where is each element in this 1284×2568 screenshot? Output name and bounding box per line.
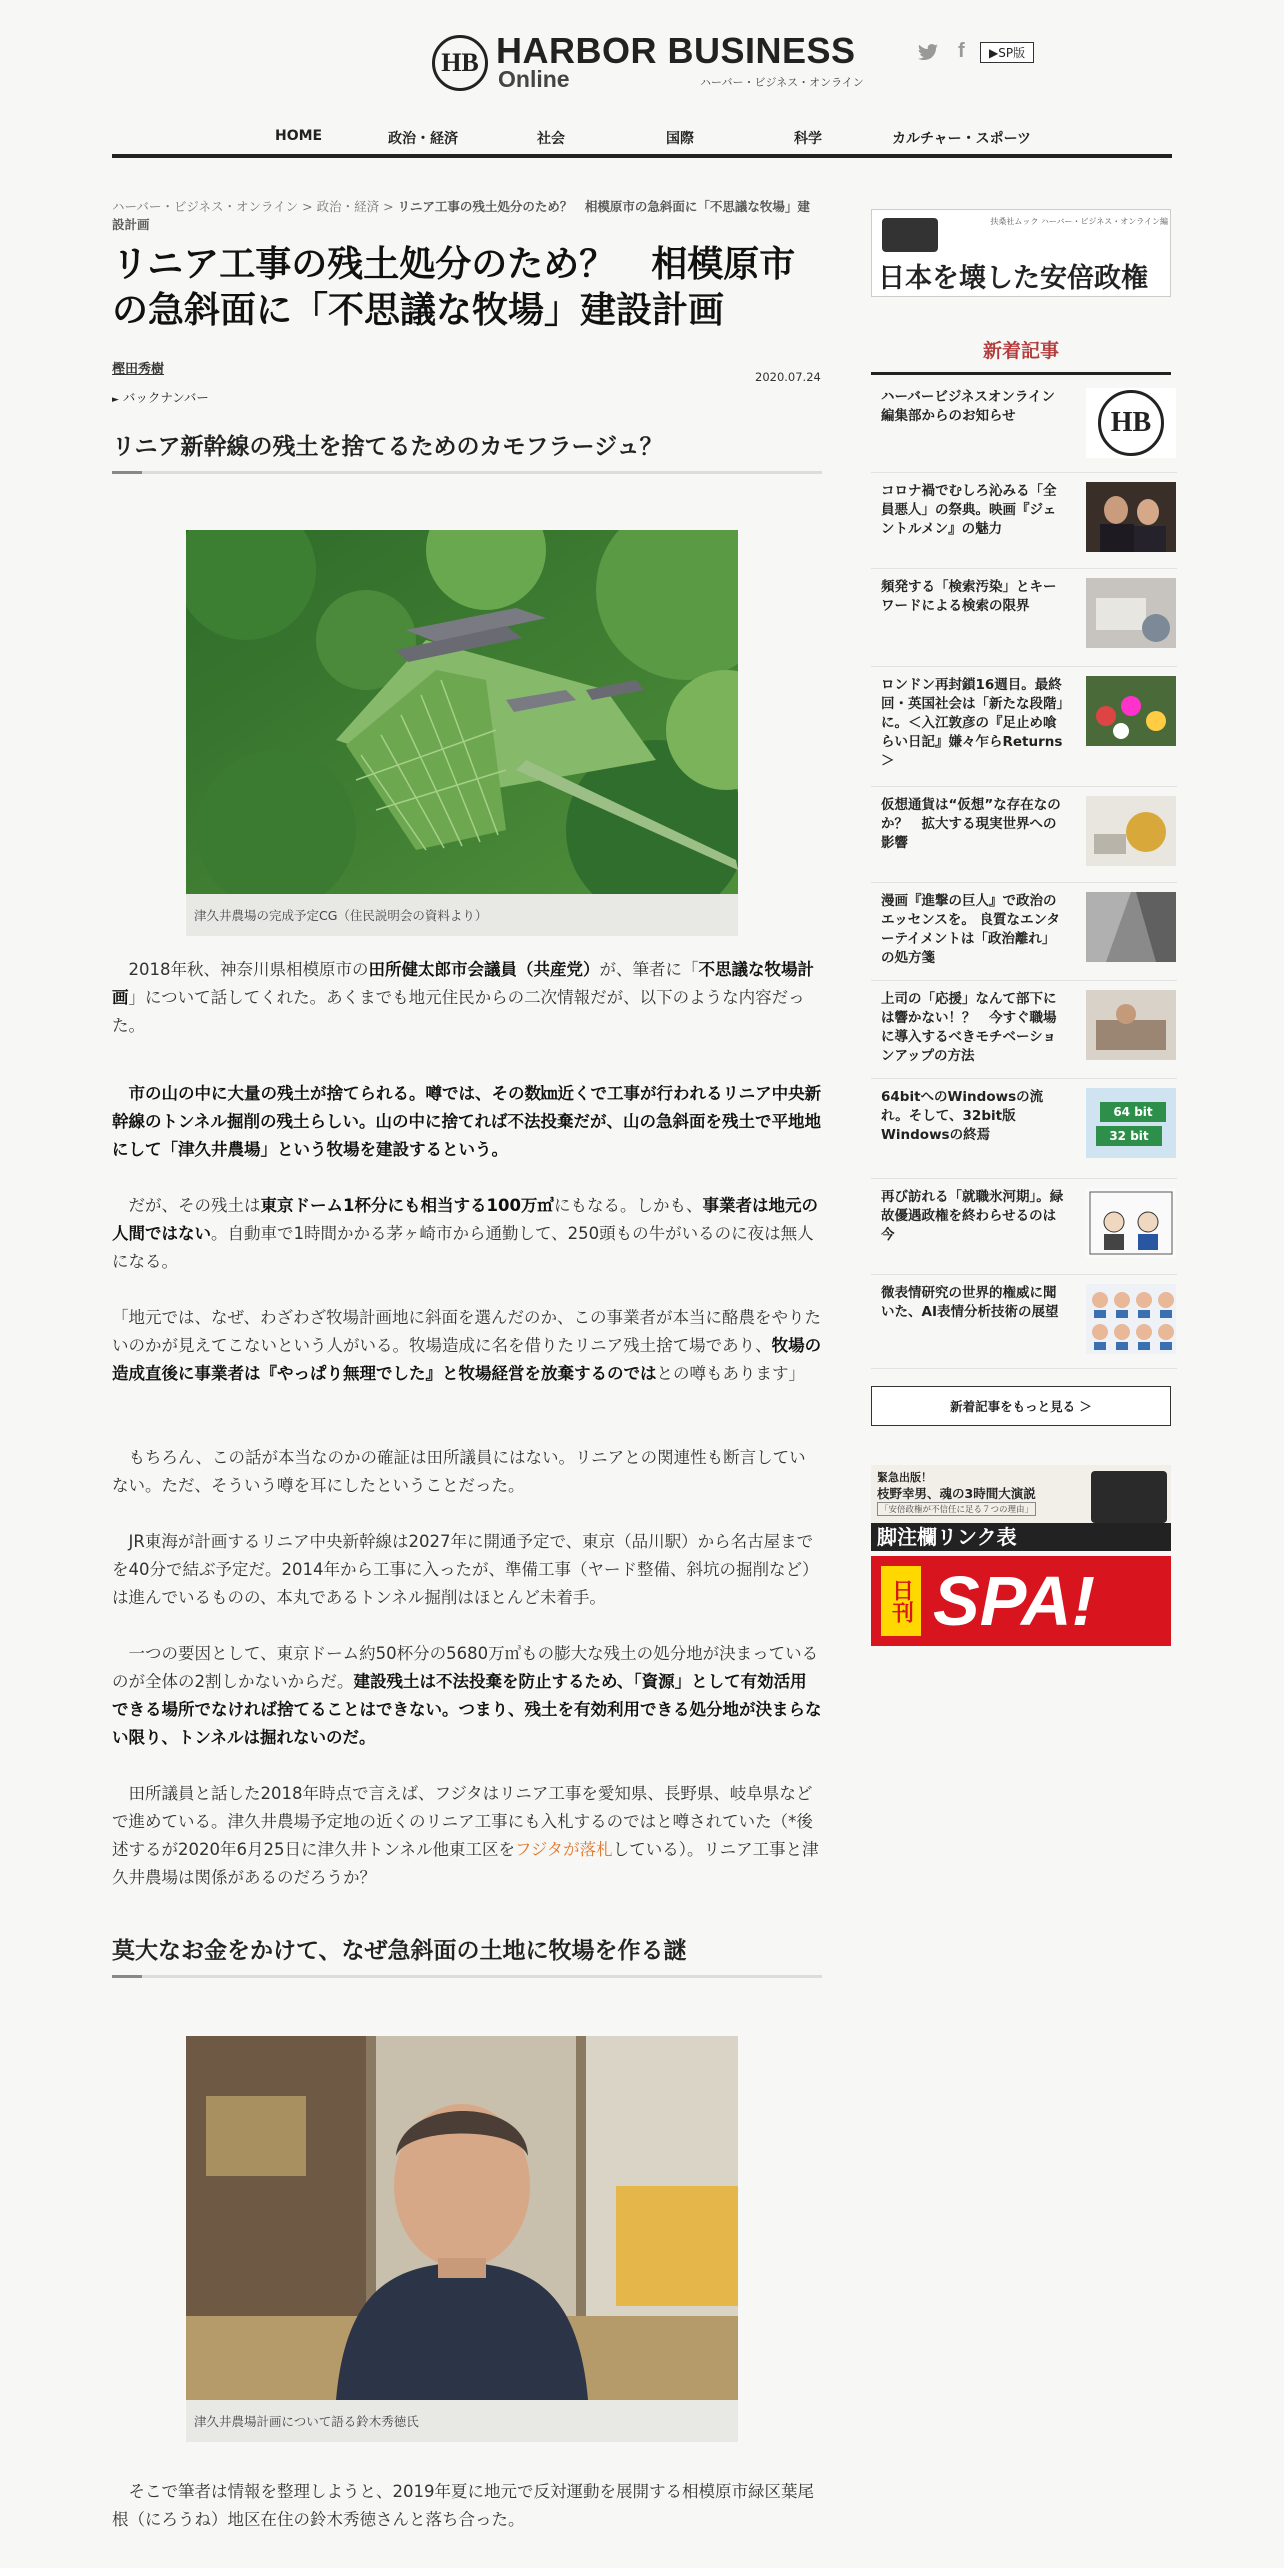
sp-version-button[interactable]: ▶SP版 bbox=[980, 42, 1034, 63]
p1-bold: 田所健太郎市会議員（共産党） bbox=[368, 960, 600, 979]
sidebar-article-0[interactable] bbox=[871, 378, 1177, 473]
author-link[interactable]: 樫田秀樹 bbox=[112, 362, 165, 377]
sidebar-article-title: ロンドン再封鎖16週目。最終回・英国社会は「新たな段階」に。＜入江敦彦の『足止め喰らい日記』嫌々乍らReturns＞ bbox=[881, 677, 1064, 769]
site-logo-subtitle: Online bbox=[498, 66, 570, 92]
paragraph-5: もちろん、この話が本当なのかの確証は田所議員にはない。リニアとの関連性も断言していない。ただ、そういう噂を耳にしたということだった。 bbox=[112, 1448, 806, 1495]
breadcrumb-current: リニア工事の残土処分のため？ 相模原市の急斜面に「不思議な牧場」建設計画 bbox=[112, 199, 810, 232]
publish-date: 2020.07.24 bbox=[755, 370, 821, 384]
breadcrumb bbox=[112, 198, 822, 234]
nav-international[interactable]: 国際 bbox=[666, 131, 694, 147]
p1-text: が、筆者に「 bbox=[599, 960, 699, 979]
ad-spa-logo: SPA! bbox=[933, 1562, 1096, 1640]
breadcrumb-home[interactable]: ハーバー・ビジネス・オンライン bbox=[112, 199, 299, 214]
p4-text: との噂もあります」 bbox=[656, 1364, 805, 1383]
faces-thumb-image bbox=[1086, 1284, 1176, 1354]
manga-thumb-image bbox=[1086, 892, 1176, 962]
person-silhouette-icon bbox=[882, 218, 938, 252]
movie-thumb-image bbox=[1086, 482, 1176, 552]
backnumber-link[interactable] bbox=[112, 388, 209, 406]
fujita-link[interactable]: フジタが落札 bbox=[515, 1840, 613, 1859]
bitcoin-thumb-image bbox=[1086, 796, 1176, 866]
section-heading-1: リニア新幹線の残土を捨てるためのカモフラージュ？ bbox=[112, 428, 822, 474]
sidebar-article-title: 64bitへのWindowsの流れ。そして、32bit版Windowsの終焉 bbox=[881, 1089, 1044, 1143]
triangle-right-icon: ► bbox=[112, 395, 119, 405]
paragraph-6: JR東海が計画するリニア中央新幹線は2027年に開通予定で、東京（品川駅）から名古屋までを40分で結ぶ予定だ。2014年から工事に入ったが、準備工事（ヤード整備、斜坑の掘削など）は進んでいるものの、本丸であるトンネル掘削はほとんど未着手。 bbox=[112, 1532, 819, 1607]
sidebar-article-title: ハーバービジネスオンライン編集部からのお知らせ bbox=[881, 389, 1056, 424]
sidebar-article-title: 仮想通貨は“仮想”な存在なのか？ 拡大する現実世界への影響 bbox=[881, 797, 1061, 851]
speaker-photo bbox=[1091, 1471, 1167, 1523]
p4-bold: 牧場の造成直後に事業者は『やっぱり無理でした』と牧場経営を放棄するのでは bbox=[112, 1336, 822, 1383]
more-articles-button[interactable]: 新着記事をもっと見る ＞ bbox=[871, 1386, 1171, 1426]
paragraph-3 bbox=[112, 1192, 822, 1276]
sign-32bit: 32 bit bbox=[1096, 1126, 1162, 1146]
facebook-icon[interactable]: f bbox=[958, 40, 965, 62]
sidebar-article-9[interactable] bbox=[871, 1274, 1177, 1369]
p3-text: にもなる。しかも、 bbox=[553, 1196, 703, 1215]
farm-cg-image bbox=[186, 530, 738, 894]
ad-big-text: 脚注欄リンク表 bbox=[877, 1525, 1017, 1549]
p7-bold: 建設残土は不法投棄を防止するため、「資源」として有効活用できる場所でなければ捨てることはできない。つまり、残土を有効利用できる処分地が決まらない限り、トンネルは掘れないのだ。 bbox=[112, 1672, 822, 1747]
p3-text: 。自動車で1時間かかる茅ヶ崎市から通勤して、250頭もの牛がいるのに夜は無人になる。 bbox=[112, 1224, 814, 1271]
portrait-photo bbox=[186, 2036, 738, 2400]
sidebar-article-3[interactable] bbox=[871, 666, 1177, 787]
figure-2-caption: 津久井農場計画について語る鈴木秀徳氏 bbox=[194, 2414, 419, 2429]
sidebar-article-4[interactable] bbox=[871, 786, 1177, 883]
main-nav bbox=[112, 124, 1172, 158]
figure-1 bbox=[186, 530, 738, 936]
cartoon-thumb-image bbox=[1086, 1188, 1176, 1258]
ad-title: 枝野幸男、魂の3時間大演説 bbox=[877, 1486, 1036, 1501]
section-heading-2: 莫大なお金をかけて、なぜ急斜面の土地に牧場を作る謎 bbox=[112, 1932, 822, 1978]
bit-signpost-image bbox=[1086, 1088, 1176, 1158]
nikkan-spa-ad[interactable] bbox=[871, 1556, 1171, 1646]
breadcrumb-category[interactable]: 政治・経済 bbox=[316, 199, 380, 214]
p4-text: 「地元では、なぜ、わざわざ牧場計画地に斜面を選んだのか、この事業者が本当に酪農をやりたいのかが見えてこないという人がいる。牧場造成に名を借りたリニア残土捨て場であり、 bbox=[112, 1308, 822, 1355]
paragraph-9: そこで筆者は情報を整理しようと、2019年夏に地元で反対運動を展開する相模原市緑区葉尾根（にろうね）地区在住の鈴木秀徳さんと落ち合った。 bbox=[112, 2482, 814, 2529]
nav-politics-economy[interactable]: 政治・経済 bbox=[388, 131, 458, 147]
site-logo-kana: ハーバー・ビジネス・オンライン bbox=[700, 76, 864, 89]
ad-spa-daily: 日刊 bbox=[881, 1566, 921, 1636]
search-thumb-image bbox=[1086, 578, 1176, 648]
banner-title: 日本を壊した安倍政権 bbox=[878, 263, 1148, 294]
p7-text: 一つの要因として、東京ドーム約50杯分の5680万㎥もの膨大な残土の処分地が決まっているのが全体の2割しかないからだ。 bbox=[112, 1644, 819, 1691]
nav-home[interactable]: HOME bbox=[275, 128, 323, 144]
sidebar-article-1[interactable] bbox=[871, 472, 1177, 569]
p8-text: している）。リニア工事と津久井農場は関係があるのだろうか？ bbox=[112, 1840, 819, 1887]
ad-urgent-label: 緊急出版！ bbox=[877, 1471, 932, 1484]
paragraph-7 bbox=[112, 1640, 822, 1752]
figure-1-caption: 津久井農場の完成予定CG（住民説明会の資料より） bbox=[194, 908, 488, 923]
site-logo-text[interactable]: HARBOR BUSINESS bbox=[496, 30, 856, 71]
sidebar-article-5[interactable] bbox=[871, 882, 1177, 981]
sidebar-article-title: 微表情研究の世界的権威に聞いた、AI表情分析技術の展望 bbox=[881, 1285, 1059, 1320]
paragraph-8 bbox=[112, 1780, 822, 1892]
edano-speech-ad[interactable] bbox=[871, 1465, 1171, 1551]
nav-culture-sports[interactable]: カルチャー・スポーツ bbox=[892, 131, 1032, 147]
new-articles-title: 新着記事 bbox=[982, 340, 1059, 362]
nav-science[interactable]: 科学 bbox=[794, 131, 822, 147]
breadcrumb-separator: > bbox=[302, 199, 313, 214]
new-articles-divider bbox=[871, 372, 1171, 375]
hbo-logo-icon: HB bbox=[1086, 388, 1176, 458]
sign-64bit: 64 bit bbox=[1100, 1102, 1166, 1122]
p3-text: だが、その残土は bbox=[128, 1196, 261, 1215]
p3-bold: 事業者は地元の人間ではない bbox=[112, 1196, 818, 1243]
sidebar-article-title: 上司の「応援」なんて部下には響かない！？ 今すぐ職場に導入するべきモチベーションアップの方法 bbox=[881, 991, 1057, 1064]
backnumber-label: バックナンバー bbox=[122, 390, 209, 405]
nav-society[interactable]: 社会 bbox=[537, 131, 565, 147]
paragraph-1 bbox=[112, 956, 822, 1040]
paragraph-4 bbox=[112, 1304, 822, 1388]
p8-text: 田所議員と話した2018年時点で言えば、フジタはリニア工事を愛知県、長野県、岐阜県などで進めている。津久井農場予定地の近くのリニア工事にも入札するのではと噂されていた（*後述するが2020年6月25日に津久井トンネル他東工区を bbox=[112, 1784, 813, 1859]
sidebar-article-8[interactable] bbox=[871, 1178, 1177, 1275]
office-thumb-image bbox=[1086, 990, 1176, 1060]
paragraph-2: 市の山の中に大量の残土が捨てられる。噂では、その数㎞近くで工事が行われるリニア中央新幹線のトンネル掘削の残土らしい。山の中に捨てれば不法投棄だが、山の急斜面を残土で平地地にして「津久井農場」という牧場を建設するという。 bbox=[112, 1084, 822, 1159]
sidebar-article-title: 漫画『進撃の巨人』で政治のエッセンスを。 良質なエンターテイメントは「政治離れ」の処方箋 bbox=[881, 893, 1060, 966]
sidebar-article-2[interactable] bbox=[871, 568, 1177, 667]
ad-subtitle: 「安倍政権が不信任に足る７つの理由」 bbox=[877, 1502, 1036, 1516]
sidebar-article-title: コロナ禍でむしろ沁みる「全員悪人」の祭典。映画『ジェントルメン』の魅力 bbox=[881, 483, 1057, 537]
p1-bold: 不思議な牧場計画 bbox=[112, 960, 814, 1007]
p1-text: 」について話してくれた。あくまでも地元住民からの二次情報だが、以下のような内容だった。 bbox=[112, 988, 805, 1035]
sidebar-article-title: 再び訪れる「就職氷河期」。緑故優遇政権を終わらせるのは今 bbox=[881, 1189, 1064, 1243]
sidebar-article-7[interactable] bbox=[871, 1078, 1177, 1179]
twitter-icon[interactable] bbox=[918, 44, 938, 65]
p1-text: 2018年秋、神奈川県相模原市の bbox=[128, 960, 369, 979]
london-thumb-image bbox=[1086, 676, 1176, 746]
p3-bold: 東京ドーム1杯分にも相当する100万㎥ bbox=[260, 1196, 554, 1215]
book-banner[interactable] bbox=[871, 209, 1171, 297]
sidebar-article-6[interactable] bbox=[871, 980, 1177, 1079]
sidebar-article-title: 頻発する「検索汚染」とキーワードによる検索の限界 bbox=[881, 579, 1057, 614]
page-title: リニア工事の残土処分のため？ 相模原市の急斜面に「不思議な牧場」建設計画 bbox=[112, 244, 796, 331]
breadcrumb-separator: > bbox=[383, 199, 394, 214]
site-logo-mark[interactable]: HB bbox=[432, 35, 488, 91]
figure-2 bbox=[186, 2036, 738, 2442]
banner-small-text: 扶桑社ムック ハーバー・ビジネス・オンライン編 bbox=[990, 217, 1168, 226]
